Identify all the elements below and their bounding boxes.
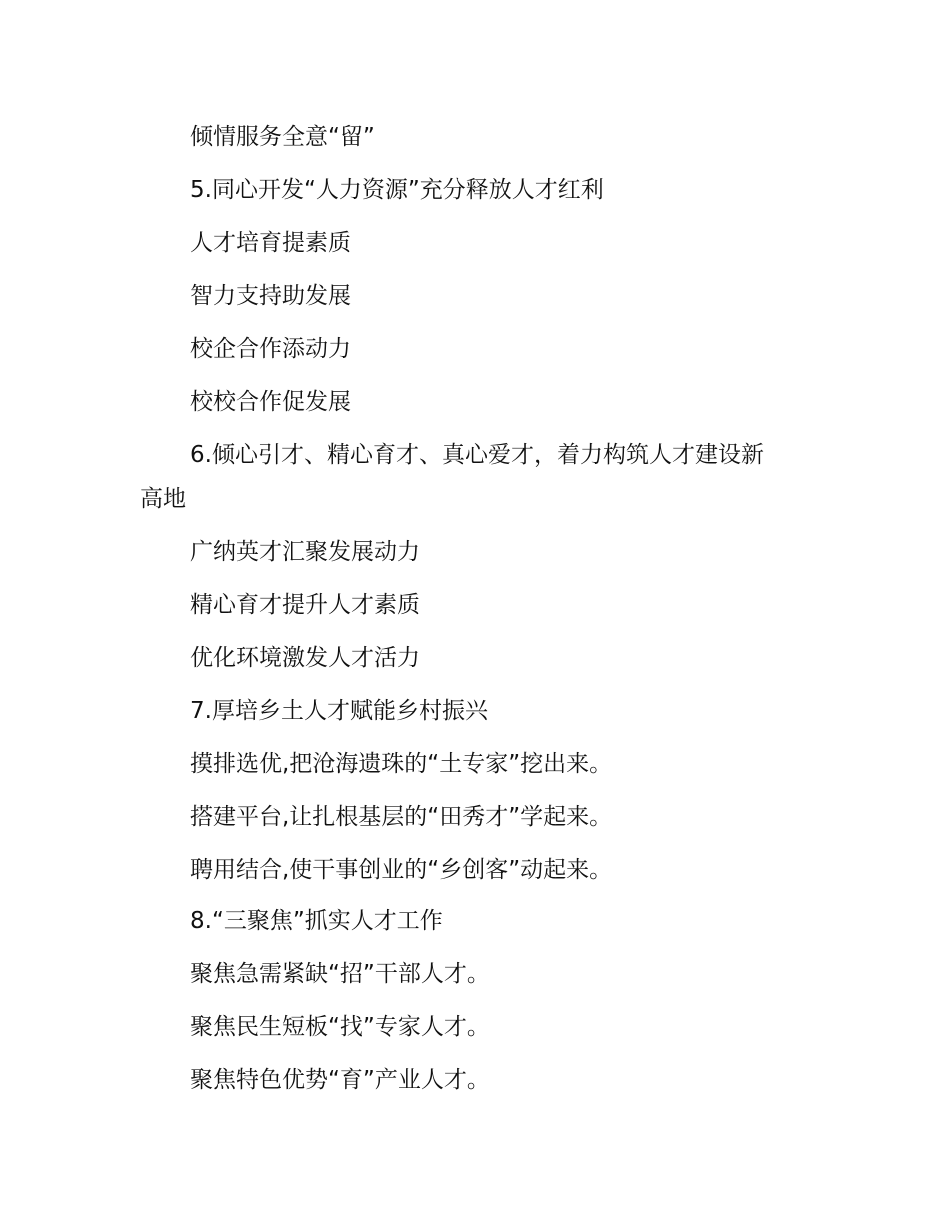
text-line-13: 摸排选优,把沧海遗珠的“土专家”挖出来。	[190, 751, 613, 777]
text-line-18: 聚焦民生短板“找”专家人才。	[190, 1014, 490, 1040]
text-line-4: 智力支持助发展	[190, 283, 351, 309]
heading-5: 5.同心开发“人力资源”充分释放人才红利	[190, 177, 604, 203]
text-line-1: 倾情服务全意“留”	[190, 124, 375, 150]
text-line-3: 人才培育提素质	[190, 230, 351, 256]
text-line-14: 搭建平台,让扎根基层的“田秀才”学起来。	[190, 804, 613, 830]
heading-6: 6.倾心引才、精心育才、真心爱才，着力构筑人才建设新	[190, 442, 764, 468]
text-line-15: 聘用结合,使干事创业的“乡创客”动起来。	[190, 857, 613, 883]
text-line-6: 校校合作促发展	[190, 389, 351, 415]
text-line-19: 聚焦特色优势“育”产业人才。	[190, 1067, 490, 1093]
text-line-9: 广纳英才汇聚发展动力	[190, 539, 420, 565]
text-line-17: 聚焦急需紧缺“招”干部人才。	[190, 961, 490, 987]
text-line-10: 精心育才提升人才素质	[190, 592, 420, 618]
heading-6-continuation: 高地	[140, 486, 186, 512]
text-line-5: 校企合作添动力	[190, 336, 351, 362]
text-line-11: 优化环境激发人才活力	[190, 645, 420, 671]
heading-7: 7.厚培乡土人才赋能乡村振兴	[190, 698, 488, 724]
heading-8: 8.“三聚焦”抓实人才工作	[190, 908, 443, 934]
